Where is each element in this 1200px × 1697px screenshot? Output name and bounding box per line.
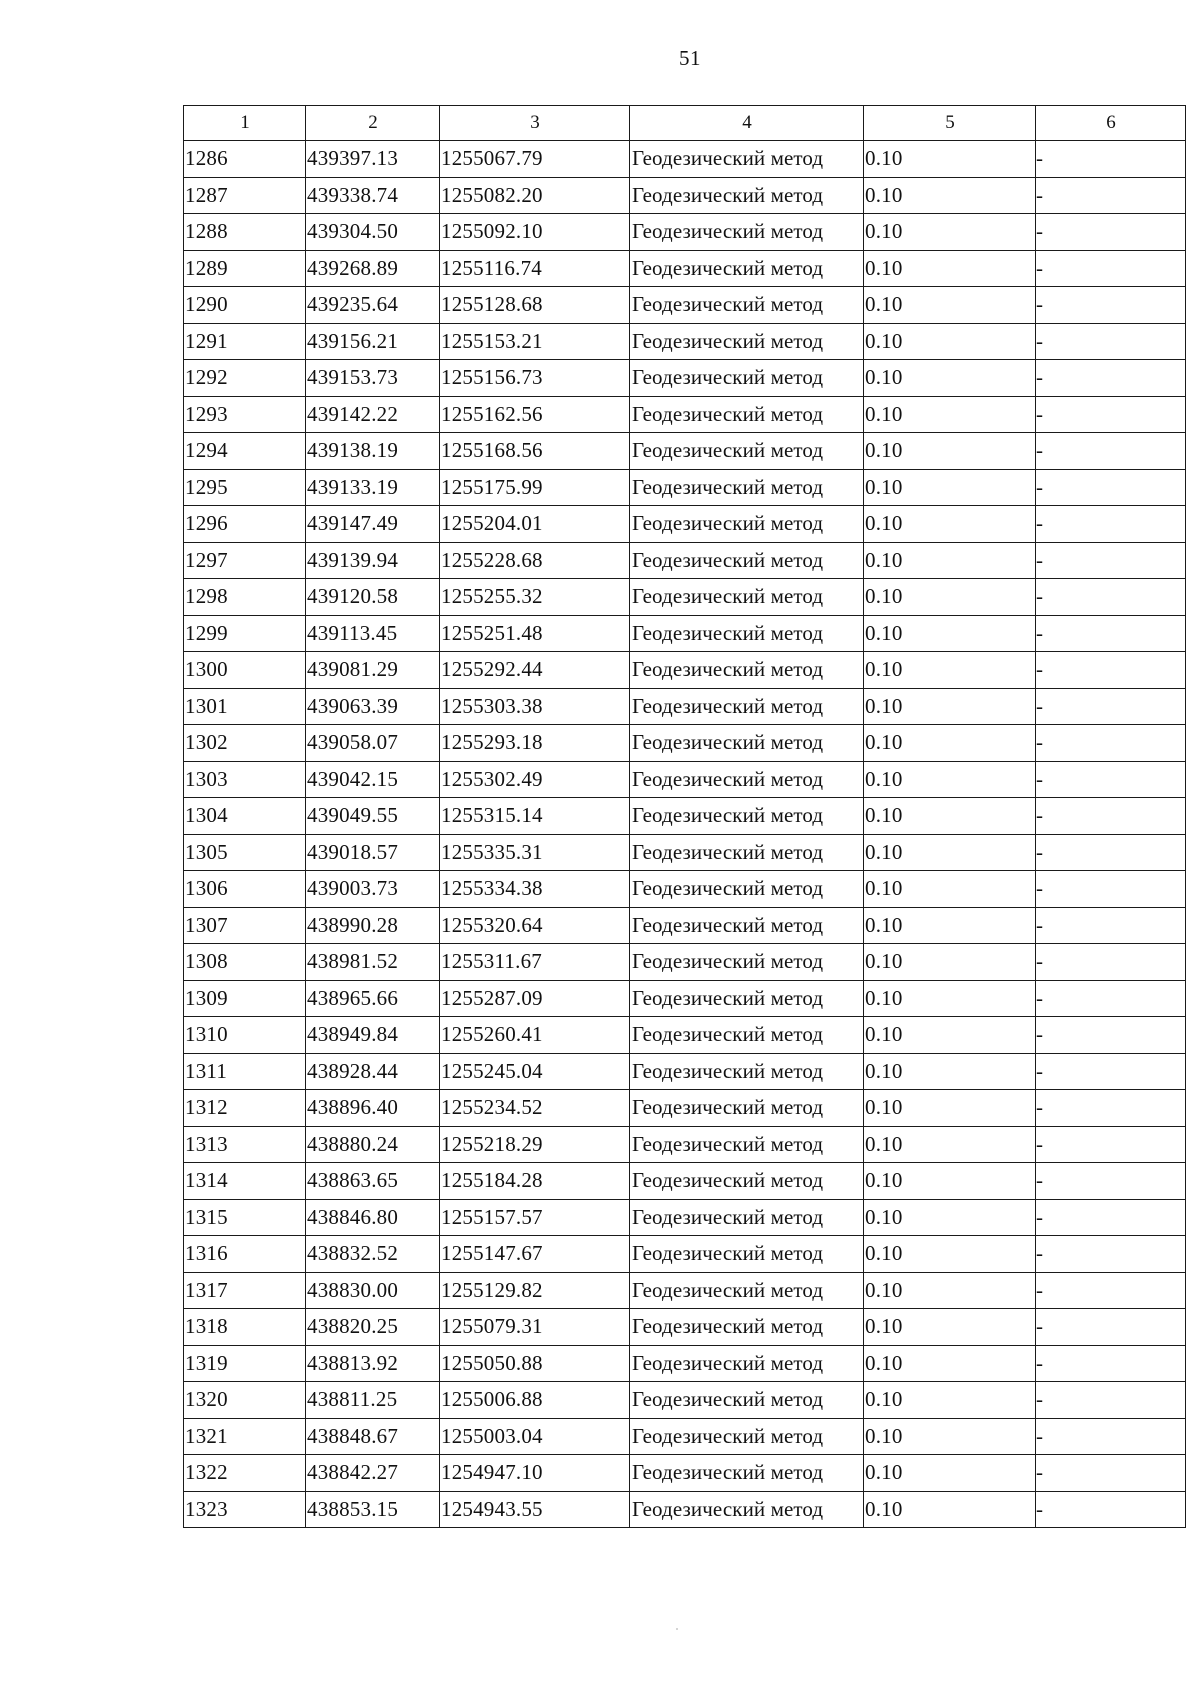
- accuracy-cell: 0.10: [864, 688, 1036, 725]
- method-cell: Геодезический метод: [630, 1491, 864, 1528]
- method-cell: Геодезический метод: [630, 323, 864, 360]
- note-cell: -: [1036, 141, 1186, 178]
- point-number-cell: 1302: [184, 725, 306, 762]
- coordinates-table-container: [183, 105, 1186, 1528]
- x-coordinate-cell: 438830.00: [306, 1272, 440, 1309]
- table-row: [184, 579, 1186, 616]
- page-number: 51: [679, 46, 701, 70]
- x-coordinate-cell: 439138.19: [306, 433, 440, 470]
- point-number-cell: 1301: [184, 688, 306, 725]
- accuracy-cell: 0.10: [864, 1455, 1036, 1492]
- method-cell: Геодезический метод: [630, 798, 864, 835]
- y-coordinate-cell: 1255067.79: [440, 141, 630, 178]
- y-coordinate-cell: 1255204.01: [440, 506, 630, 543]
- accuracy-cell: 0.10: [864, 907, 1036, 944]
- y-coordinate-cell: 1255335.31: [440, 834, 630, 871]
- x-coordinate-cell: 439003.73: [306, 871, 440, 908]
- method-cell: Геодезический метод: [630, 1017, 864, 1054]
- method-cell: Геодезический метод: [630, 287, 864, 324]
- accuracy-cell: 0.10: [864, 1272, 1036, 1309]
- accuracy-cell: 0.10: [864, 980, 1036, 1017]
- note-cell: -: [1036, 688, 1186, 725]
- scan-speck: [676, 1628, 678, 1630]
- y-coordinate-cell: 1255287.09: [440, 980, 630, 1017]
- y-coordinate-cell: 1254943.55: [440, 1491, 630, 1528]
- method-cell: Геодезический метод: [630, 1053, 864, 1090]
- accuracy-cell: 0.10: [864, 579, 1036, 616]
- y-coordinate-cell: 1255218.29: [440, 1126, 630, 1163]
- column-header: 2: [306, 106, 440, 141]
- y-coordinate-cell: 1255334.38: [440, 871, 630, 908]
- note-cell: -: [1036, 907, 1186, 944]
- x-coordinate-cell: 439120.58: [306, 579, 440, 616]
- table-row: [184, 1236, 1186, 1273]
- method-cell: Геодезический метод: [630, 725, 864, 762]
- y-coordinate-cell: 1255006.88: [440, 1382, 630, 1419]
- method-cell: Геодезический метод: [630, 433, 864, 470]
- accuracy-cell: 0.10: [864, 1163, 1036, 1200]
- table-row: [184, 871, 1186, 908]
- point-number-cell: 1300: [184, 652, 306, 689]
- table-row: [184, 980, 1186, 1017]
- accuracy-cell: 0.10: [864, 834, 1036, 871]
- method-cell: Геодезический метод: [630, 141, 864, 178]
- table-row: [184, 250, 1186, 287]
- y-coordinate-cell: 1255302.49: [440, 761, 630, 798]
- x-coordinate-cell: 438981.52: [306, 944, 440, 981]
- accuracy-cell: 0.10: [864, 1345, 1036, 1382]
- accuracy-cell: 0.10: [864, 287, 1036, 324]
- note-cell: -: [1036, 433, 1186, 470]
- accuracy-cell: 0.10: [864, 542, 1036, 579]
- point-number-cell: 1312: [184, 1090, 306, 1127]
- y-coordinate-cell: 1255255.32: [440, 579, 630, 616]
- point-number-cell: 1313: [184, 1126, 306, 1163]
- x-coordinate-cell: 439049.55: [306, 798, 440, 835]
- column-header: 6: [1036, 106, 1186, 141]
- y-coordinate-cell: 1255162.56: [440, 396, 630, 433]
- table-row: [184, 323, 1186, 360]
- note-cell: -: [1036, 323, 1186, 360]
- method-cell: Геодезический метод: [630, 1090, 864, 1127]
- point-number-cell: 1295: [184, 469, 306, 506]
- accuracy-cell: 0.10: [864, 1309, 1036, 1346]
- table-row: [184, 798, 1186, 835]
- x-coordinate-cell: 439113.45: [306, 615, 440, 652]
- table-row: [184, 1163, 1186, 1200]
- column-header: 5: [864, 106, 1036, 141]
- accuracy-cell: 0.10: [864, 469, 1036, 506]
- point-number-cell: 1314: [184, 1163, 306, 1200]
- x-coordinate-cell: 438928.44: [306, 1053, 440, 1090]
- note-cell: -: [1036, 1126, 1186, 1163]
- y-coordinate-cell: 1255153.21: [440, 323, 630, 360]
- table-row: [184, 177, 1186, 214]
- method-cell: Геодезический метод: [630, 177, 864, 214]
- point-number-cell: 1305: [184, 834, 306, 871]
- point-number-cell: 1298: [184, 579, 306, 616]
- point-number-cell: 1303: [184, 761, 306, 798]
- x-coordinate-cell: 438896.40: [306, 1090, 440, 1127]
- note-cell: -: [1036, 1309, 1186, 1346]
- method-cell: Геодезический метод: [630, 834, 864, 871]
- y-coordinate-cell: 1255234.52: [440, 1090, 630, 1127]
- point-number-cell: 1316: [184, 1236, 306, 1273]
- note-cell: -: [1036, 287, 1186, 324]
- point-number-cell: 1318: [184, 1309, 306, 1346]
- x-coordinate-cell: 439133.19: [306, 469, 440, 506]
- method-cell: Геодезический метод: [630, 506, 864, 543]
- x-coordinate-cell: 438965.66: [306, 980, 440, 1017]
- point-number-cell: 1291: [184, 323, 306, 360]
- table-row: [184, 761, 1186, 798]
- accuracy-cell: 0.10: [864, 177, 1036, 214]
- point-number-cell: 1304: [184, 798, 306, 835]
- y-coordinate-cell: 1255175.99: [440, 469, 630, 506]
- table-body: [184, 141, 1186, 1528]
- x-coordinate-cell: 438949.84: [306, 1017, 440, 1054]
- accuracy-cell: 0.10: [864, 944, 1036, 981]
- table-row: [184, 688, 1186, 725]
- method-cell: Геодезический метод: [630, 1418, 864, 1455]
- method-cell: Геодезический метод: [630, 1126, 864, 1163]
- accuracy-cell: 0.10: [864, 214, 1036, 251]
- table-row: [184, 907, 1186, 944]
- method-cell: Геодезический метод: [630, 1272, 864, 1309]
- y-coordinate-cell: 1255184.28: [440, 1163, 630, 1200]
- table-row: [184, 1199, 1186, 1236]
- method-cell: Геодезический метод: [630, 396, 864, 433]
- x-coordinate-cell: 438990.28: [306, 907, 440, 944]
- point-number-cell: 1288: [184, 214, 306, 251]
- table-row: [184, 1053, 1186, 1090]
- note-cell: -: [1036, 360, 1186, 397]
- method-cell: Геодезический метод: [630, 1236, 864, 1273]
- coordinates-table: [183, 105, 1186, 1528]
- x-coordinate-cell: 439235.64: [306, 287, 440, 324]
- y-coordinate-cell: 1255129.82: [440, 1272, 630, 1309]
- note-cell: -: [1036, 1382, 1186, 1419]
- y-coordinate-cell: 1255168.56: [440, 433, 630, 470]
- y-coordinate-cell: 1255260.41: [440, 1017, 630, 1054]
- y-coordinate-cell: 1255315.14: [440, 798, 630, 835]
- y-coordinate-cell: 1255311.67: [440, 944, 630, 981]
- note-cell: -: [1036, 469, 1186, 506]
- method-cell: Геодезический метод: [630, 1309, 864, 1346]
- accuracy-cell: 0.10: [864, 323, 1036, 360]
- point-number-cell: 1311: [184, 1053, 306, 1090]
- method-cell: Геодезический метод: [630, 907, 864, 944]
- point-number-cell: 1286: [184, 141, 306, 178]
- point-number-cell: 1317: [184, 1272, 306, 1309]
- x-coordinate-cell: 438832.52: [306, 1236, 440, 1273]
- y-coordinate-cell: 1255293.18: [440, 725, 630, 762]
- method-cell: Геодезический метод: [630, 1382, 864, 1419]
- table-row: [184, 542, 1186, 579]
- point-number-cell: 1306: [184, 871, 306, 908]
- y-coordinate-cell: 1255156.73: [440, 360, 630, 397]
- table-row: [184, 834, 1186, 871]
- table-row: [184, 1017, 1186, 1054]
- y-coordinate-cell: 1255128.68: [440, 287, 630, 324]
- y-coordinate-cell: 1255157.57: [440, 1199, 630, 1236]
- method-cell: Геодезический метод: [630, 761, 864, 798]
- note-cell: -: [1036, 1199, 1186, 1236]
- point-number-cell: 1294: [184, 433, 306, 470]
- note-cell: -: [1036, 1455, 1186, 1492]
- accuracy-cell: 0.10: [864, 1236, 1036, 1273]
- table-row: [184, 1272, 1186, 1309]
- note-cell: -: [1036, 1053, 1186, 1090]
- table-row: [184, 360, 1186, 397]
- accuracy-cell: 0.10: [864, 761, 1036, 798]
- point-number-cell: 1323: [184, 1491, 306, 1528]
- method-cell: Геодезический метод: [630, 250, 864, 287]
- table-row: [184, 1090, 1186, 1127]
- table-row: [184, 652, 1186, 689]
- note-cell: -: [1036, 1090, 1186, 1127]
- x-coordinate-cell: 438820.25: [306, 1309, 440, 1346]
- y-coordinate-cell: 1255116.74: [440, 250, 630, 287]
- note-cell: -: [1036, 214, 1186, 251]
- y-coordinate-cell: 1254947.10: [440, 1455, 630, 1492]
- method-cell: Геодезический метод: [630, 360, 864, 397]
- method-cell: Геодезический метод: [630, 1163, 864, 1200]
- note-cell: -: [1036, 1236, 1186, 1273]
- method-cell: Геодезический метод: [630, 615, 864, 652]
- x-coordinate-cell: 439063.39: [306, 688, 440, 725]
- point-number-cell: 1309: [184, 980, 306, 1017]
- table-row: [184, 141, 1186, 178]
- method-cell: Геодезический метод: [630, 944, 864, 981]
- x-coordinate-cell: 439058.07: [306, 725, 440, 762]
- accuracy-cell: 0.10: [864, 250, 1036, 287]
- accuracy-cell: 0.10: [864, 871, 1036, 908]
- method-cell: Геодезический метод: [630, 652, 864, 689]
- x-coordinate-cell: 439397.13: [306, 141, 440, 178]
- x-coordinate-cell: 438813.92: [306, 1345, 440, 1382]
- x-coordinate-cell: 438853.15: [306, 1491, 440, 1528]
- accuracy-cell: 0.10: [864, 506, 1036, 543]
- accuracy-cell: 0.10: [864, 396, 1036, 433]
- note-cell: -: [1036, 1345, 1186, 1382]
- note-cell: -: [1036, 761, 1186, 798]
- table-row: [184, 469, 1186, 506]
- note-cell: -: [1036, 798, 1186, 835]
- point-number-cell: 1297: [184, 542, 306, 579]
- point-number-cell: 1289: [184, 250, 306, 287]
- point-number-cell: 1292: [184, 360, 306, 397]
- column-header: 1: [184, 106, 306, 141]
- y-coordinate-cell: 1255245.04: [440, 1053, 630, 1090]
- x-coordinate-cell: 438842.27: [306, 1455, 440, 1492]
- accuracy-cell: 0.10: [864, 141, 1036, 178]
- y-coordinate-cell: 1255003.04: [440, 1418, 630, 1455]
- accuracy-cell: 0.10: [864, 1126, 1036, 1163]
- method-cell: Геодезический метод: [630, 542, 864, 579]
- table-row: [184, 1382, 1186, 1419]
- note-cell: -: [1036, 542, 1186, 579]
- method-cell: Геодезический метод: [630, 1345, 864, 1382]
- accuracy-cell: 0.10: [864, 652, 1036, 689]
- note-cell: -: [1036, 177, 1186, 214]
- note-cell: -: [1036, 1418, 1186, 1455]
- table-row: [184, 1491, 1186, 1528]
- method-cell: Геодезический метод: [630, 579, 864, 616]
- note-cell: -: [1036, 944, 1186, 981]
- x-coordinate-cell: 438880.24: [306, 1126, 440, 1163]
- point-number-cell: 1293: [184, 396, 306, 433]
- table-row: [184, 1309, 1186, 1346]
- table-row: [184, 725, 1186, 762]
- x-coordinate-cell: 438863.65: [306, 1163, 440, 1200]
- point-number-cell: 1315: [184, 1199, 306, 1236]
- y-coordinate-cell: 1255079.31: [440, 1309, 630, 1346]
- note-cell: -: [1036, 1163, 1186, 1200]
- y-coordinate-cell: 1255320.64: [440, 907, 630, 944]
- method-cell: Геодезический метод: [630, 1455, 864, 1492]
- y-coordinate-cell: 1255303.38: [440, 688, 630, 725]
- note-cell: -: [1036, 1272, 1186, 1309]
- accuracy-cell: 0.10: [864, 433, 1036, 470]
- y-coordinate-cell: 1255292.44: [440, 652, 630, 689]
- accuracy-cell: 0.10: [864, 798, 1036, 835]
- y-coordinate-cell: 1255147.67: [440, 1236, 630, 1273]
- table-row: [184, 1418, 1186, 1455]
- x-coordinate-cell: 439156.21: [306, 323, 440, 360]
- table-row: [184, 506, 1186, 543]
- x-coordinate-cell: 439081.29: [306, 652, 440, 689]
- x-coordinate-cell: 439147.49: [306, 506, 440, 543]
- table-header-row: [184, 106, 1186, 141]
- point-number-cell: 1290: [184, 287, 306, 324]
- accuracy-cell: 0.10: [864, 1199, 1036, 1236]
- accuracy-cell: 0.10: [864, 615, 1036, 652]
- column-header: 4: [630, 106, 864, 141]
- note-cell: -: [1036, 725, 1186, 762]
- x-coordinate-cell: 438811.25: [306, 1382, 440, 1419]
- point-number-cell: 1321: [184, 1418, 306, 1455]
- point-number-cell: 1308: [184, 944, 306, 981]
- accuracy-cell: 0.10: [864, 1053, 1036, 1090]
- method-cell: Геодезический метод: [630, 214, 864, 251]
- table-row: [184, 214, 1186, 251]
- x-coordinate-cell: 439042.15: [306, 761, 440, 798]
- note-cell: -: [1036, 506, 1186, 543]
- x-coordinate-cell: 439304.50: [306, 214, 440, 251]
- method-cell: Геодезический метод: [630, 871, 864, 908]
- accuracy-cell: 0.10: [864, 1491, 1036, 1528]
- x-coordinate-cell: 439139.94: [306, 542, 440, 579]
- x-coordinate-cell: 439153.73: [306, 360, 440, 397]
- table-row: [184, 1345, 1186, 1382]
- note-cell: -: [1036, 250, 1186, 287]
- accuracy-cell: 0.10: [864, 1017, 1036, 1054]
- note-cell: -: [1036, 615, 1186, 652]
- table-row: [184, 396, 1186, 433]
- x-coordinate-cell: 438848.67: [306, 1418, 440, 1455]
- note-cell: -: [1036, 834, 1186, 871]
- accuracy-cell: 0.10: [864, 1382, 1036, 1419]
- table-row: [184, 1455, 1186, 1492]
- point-number-cell: 1296: [184, 506, 306, 543]
- point-number-cell: 1307: [184, 907, 306, 944]
- x-coordinate-cell: 438846.80: [306, 1199, 440, 1236]
- x-coordinate-cell: 439142.22: [306, 396, 440, 433]
- y-coordinate-cell: 1255228.68: [440, 542, 630, 579]
- accuracy-cell: 0.10: [864, 725, 1036, 762]
- point-number-cell: 1322: [184, 1455, 306, 1492]
- note-cell: -: [1036, 871, 1186, 908]
- table-row: [184, 287, 1186, 324]
- method-cell: Геодезический метод: [630, 980, 864, 1017]
- x-coordinate-cell: 439268.89: [306, 250, 440, 287]
- table-row: [184, 433, 1186, 470]
- note-cell: -: [1036, 579, 1186, 616]
- column-header: 3: [440, 106, 630, 141]
- note-cell: -: [1036, 1017, 1186, 1054]
- point-number-cell: 1287: [184, 177, 306, 214]
- note-cell: -: [1036, 396, 1186, 433]
- x-coordinate-cell: 439018.57: [306, 834, 440, 871]
- accuracy-cell: 0.10: [864, 360, 1036, 397]
- method-cell: Геодезический метод: [630, 688, 864, 725]
- accuracy-cell: 0.10: [864, 1090, 1036, 1127]
- method-cell: Геодезический метод: [630, 1199, 864, 1236]
- x-coordinate-cell: 439338.74: [306, 177, 440, 214]
- accuracy-cell: 0.10: [864, 1418, 1036, 1455]
- y-coordinate-cell: 1255050.88: [440, 1345, 630, 1382]
- point-number-cell: 1320: [184, 1382, 306, 1419]
- y-coordinate-cell: 1255092.10: [440, 214, 630, 251]
- table-row: [184, 1126, 1186, 1163]
- note-cell: -: [1036, 1491, 1186, 1528]
- point-number-cell: 1310: [184, 1017, 306, 1054]
- y-coordinate-cell: 1255251.48: [440, 615, 630, 652]
- table-row: [184, 615, 1186, 652]
- y-coordinate-cell: 1255082.20: [440, 177, 630, 214]
- point-number-cell: 1299: [184, 615, 306, 652]
- table-row: [184, 944, 1186, 981]
- note-cell: -: [1036, 980, 1186, 1017]
- method-cell: Геодезический метод: [630, 469, 864, 506]
- point-number-cell: 1319: [184, 1345, 306, 1382]
- note-cell: -: [1036, 652, 1186, 689]
